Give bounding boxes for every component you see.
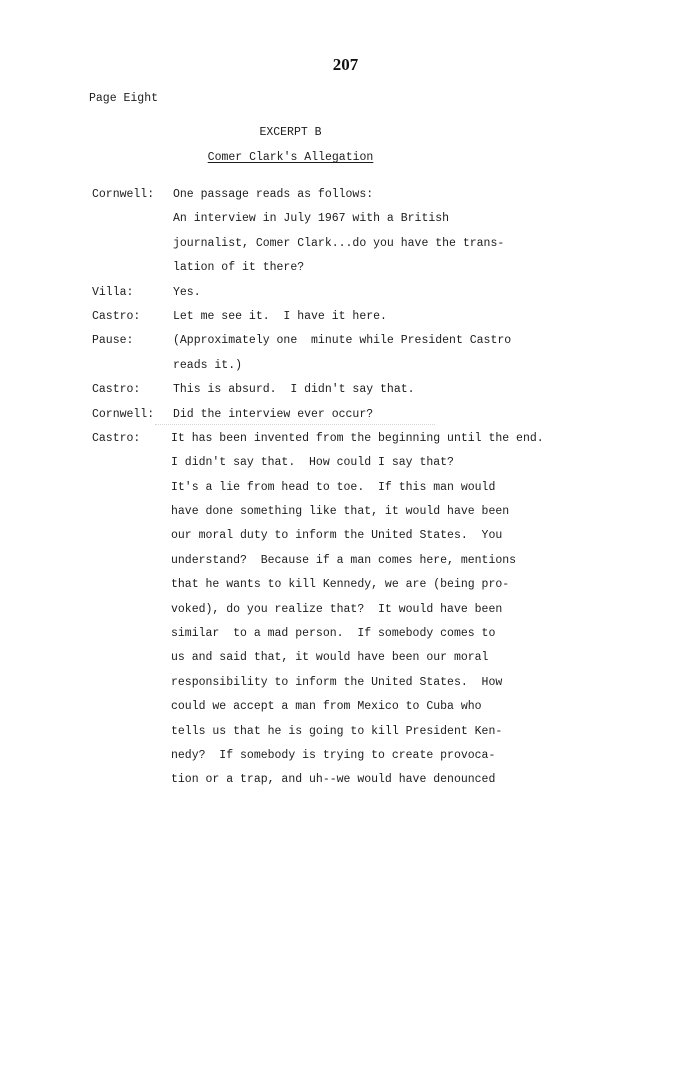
transcript-entry	[92, 383, 652, 407]
transcript	[92, 188, 652, 798]
speaker-label: Cornwell:	[92, 407, 155, 421]
speech-line: One passage reads as follows:	[173, 188, 374, 201]
excerpt-title: EXCERPT B	[259, 126, 322, 139]
speech-line: responsibility to inform the United States. How	[171, 675, 503, 689]
speech-line: An interview in July 1967 with a British	[173, 212, 450, 226]
speech-line: that he wants to kill Kennedy, we are (being pro-	[171, 578, 510, 592]
speech-line: Let me see it. I have it here.	[173, 309, 387, 323]
transcript-entry	[92, 334, 652, 383]
excerpt-subtitle	[0, 151, 581, 164]
excerpt-subtitle-text: Comer Clark's Allegation	[207, 151, 374, 164]
transcript-entry	[92, 432, 652, 798]
speech-line: tells us that he is going to kill President Ken-	[171, 724, 503, 738]
speech-text	[173, 334, 652, 383]
speech-line: (Approximately one minute while President Castro	[173, 334, 512, 348]
speech-line: I didn't say that. How could I say that?	[171, 456, 454, 470]
speech-text	[173, 310, 652, 334]
page-label: Page Eight	[89, 92, 159, 105]
speaker-label: Pause:	[92, 334, 134, 348]
transcript-entry	[92, 310, 652, 334]
speaker-label: Castro:	[92, 431, 141, 445]
speech-line: It's a lie from head to toe. If this man would	[171, 480, 496, 494]
speech-line: It has been invented from the beginning until the end.	[171, 431, 544, 445]
speech-line: This is absurd. I didn't say that.	[173, 383, 415, 397]
speech-line: journalist, Comer Clark...do you have the trans-	[173, 236, 505, 250]
speech-line: Did the interview ever occur?	[173, 407, 374, 421]
speech-text	[173, 188, 652, 286]
transcript-entry	[92, 408, 652, 432]
transcript-entry	[92, 286, 652, 310]
speaker-label: Villa:	[92, 285, 134, 299]
speech-line: voked), do you realize that? It would have been	[171, 602, 503, 616]
speaker-label: Castro:	[92, 383, 141, 397]
speech-line: nedy? If somebody is trying to create provoca-	[171, 748, 496, 762]
speech-line: tion or a trap, and uh--we would have denounced	[171, 773, 496, 787]
speech-text	[173, 383, 652, 407]
speech-line: our moral duty to inform the United States. You	[171, 529, 503, 543]
speech-line: have done something like that, it would have been	[171, 505, 510, 519]
speech-text	[171, 432, 652, 798]
speech-text	[173, 408, 652, 432]
speech-line: could we accept a man from Mexico to Cuba who	[171, 700, 482, 714]
speech-line: similar to a mad person. If somebody comes to	[171, 627, 496, 641]
speaker-label: Castro:	[92, 309, 141, 323]
speech-line: Yes.	[173, 285, 201, 299]
speech-line: us and said that, it would have been our moral	[171, 651, 489, 665]
speech-line: understand? Because if a man comes here, mentions	[171, 553, 517, 567]
speaker-label: Cornwell:	[92, 188, 155, 201]
transcript-entry	[92, 188, 652, 286]
speech-text	[173, 286, 652, 310]
page-number: 207	[332, 55, 359, 74]
speech-line: reads it.)	[173, 358, 243, 372]
speech-line: lation of it there?	[173, 261, 305, 275]
